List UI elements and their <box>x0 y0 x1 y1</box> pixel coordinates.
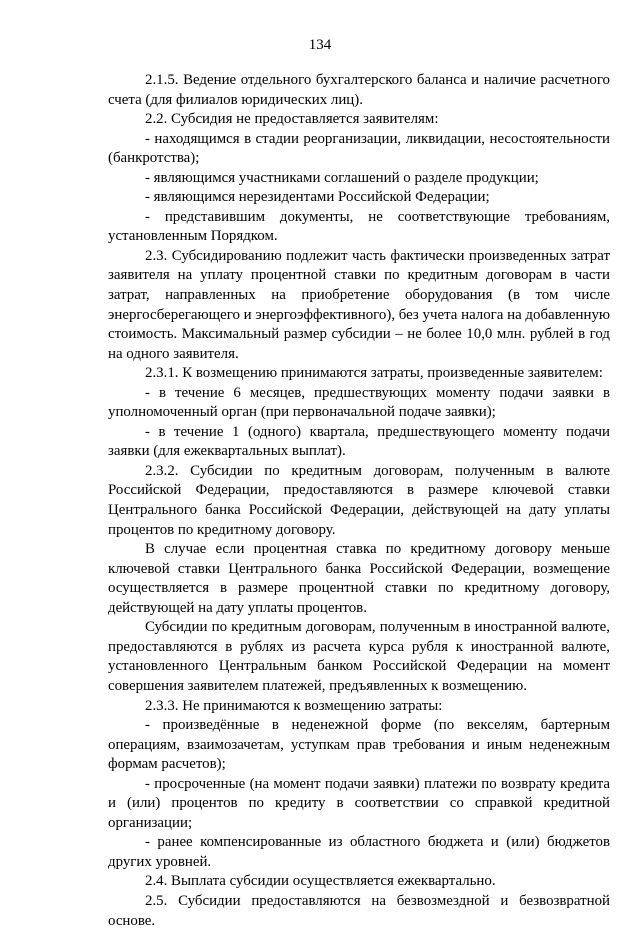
paragraph: В случае если процентная ставка по кредитному договору меньше ключевой ставки Центрального банка Российской Федерации, возмещение осуществляется в размере процентной ставки по кредитному договору, действующей на дату уплаты процентов. <box>108 541 610 616</box>
list-item: - находящимся в стадии реорганизации, ликвидации, несостоятельности (банкротства); <box>108 130 610 167</box>
paragraph-2-3-1: 2.3.1. К возмещению принимаются затраты, произведенные заявителем: <box>145 365 603 382</box>
list-item: - ранее компенсированные из областного бюджета и (или) бюджетов других уровней. <box>108 834 610 870</box>
paragraph-2-3-3: 2.3.3. Не принимаются к возмещению затраты: <box>145 697 443 714</box>
list-item: - являющимся нерезидентами Российской Федерации; <box>145 189 490 206</box>
list-item: - произведённые в неденежной форме (по векселям, бартерным операциям, взаимозачетам, уступкам прав требования и иным неденежным формам расчетов); <box>108 717 610 773</box>
list-item: - представившим документы, не соответствующие требованиям, установленным Порядком. <box>108 208 610 245</box>
paragraph-2-2: 2.2. Субсидия не предоставляется заявителям: <box>145 111 439 128</box>
paragraph-2-5: 2.5. Субсидии предоставляются на безвозмездной и безвозвратной основе. <box>108 892 610 929</box>
paragraph-2-3-2: 2.3.2. Субсидии по кредитным договорам, полученным в валюте Российской Федерации, предоставляются в размере ключевой ставки Центрального банка Российской Федерации, действующей на дату уплаты процентов по кредитному договору. <box>108 462 610 538</box>
paragraph: Субсидии по кредитным договорам, полученным в иностранной валюте, предоставляются в рублях из расчета курса рубля к иностранной валюте, установленного Центральным банком Российской Федерации на момент совершения заявителем платежей, предъявленных к возмещению. <box>108 619 610 694</box>
paragraph-2-4: 2.4. Выплата субсидии осуществляется ежеквартально. <box>145 873 496 890</box>
list-item: - в течение 6 месяцев, предшествующих моменту подачи заявки в уполномоченный орган (при первоначальной подаче заявки); <box>108 384 610 421</box>
paragraph-2-3: 2.3. Субсидированию подлежит часть фактически произведенных затрат заявителя на уплату процентной ставки по кредитным договорам в части затрат, направленных на приобретение оборудования (в том числе энергосберегающего и энергоэффективного), без учета налога на добавленную стоимость. Максимальный размер субсидии – не более 10,0 млн. рублей в год на одного заявителя. <box>108 247 611 362</box>
list-item: - в течение 1 (одного) квартала, предшествующего моменту подачи заявки (для ежеквартальных выплат). <box>108 423 610 460</box>
list-item: - просроченные (на момент подачи заявки) платежи по возврату кредита и (или) процентов по кредиту в соответствии со справкой кредитной организации; <box>108 775 610 831</box>
page-number: 134 <box>308 37 332 53</box>
document-body <box>108 71 610 931</box>
paragraph-2-1-5: 2.1.5. Ведение отдельного бухгалтерского баланса и наличие расчетного счета (для филиалов юридических лиц). <box>108 72 610 108</box>
list-item: - являющимся участниками соглашений о разделе продукции; <box>145 169 539 186</box>
